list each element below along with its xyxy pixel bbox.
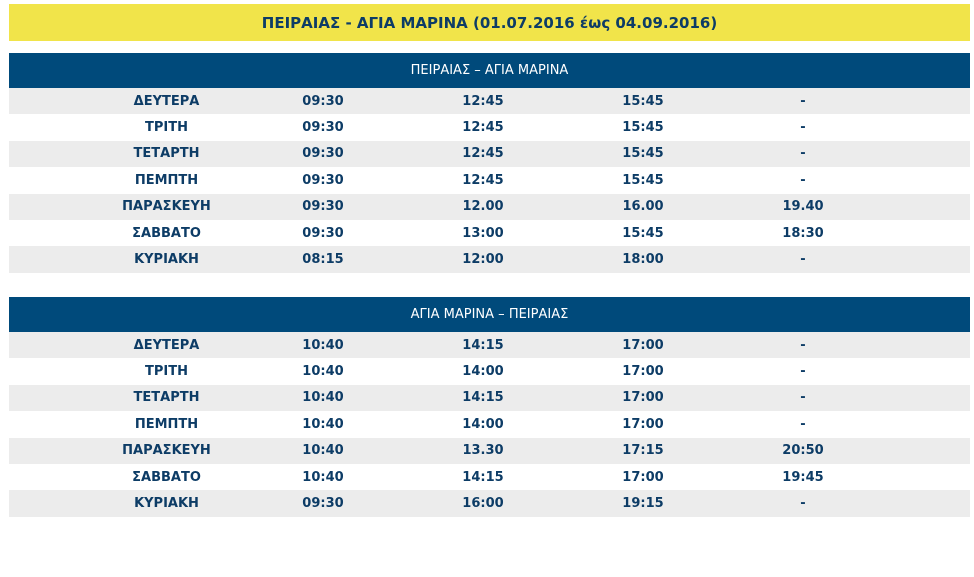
departure-time-3: 17:00 [622,416,664,432]
day-cell: ΤΡΙΤΗ [145,364,188,380]
table-row [9,411,970,437]
departure-time-1: 09:30 [302,120,344,136]
departure-time-2: 14:15 [462,337,504,353]
day-cell: ΠΕΜΠΤΗ [134,172,199,188]
departure-time-3: 18:00 [622,252,664,268]
departure-time-4: - [800,252,806,268]
departure-time-1: 10:40 [302,337,344,353]
departure-time-2: 12:45 [462,146,504,162]
day-cell: ΤΡΙΤΗ [145,120,188,136]
day-cell: ΤΕΤΑΡΤΗ [133,146,200,162]
departure-time-3: 17:00 [622,364,664,380]
table-row [9,385,970,411]
table-row [9,246,970,272]
page-title: ΠΕΙΡΑΙΑΣ - ΑΓΙΑ ΜΑΡΙΝΑ (01.07.2016 έως 04.09.2016) [9,4,970,41]
departure-time-3: 17:00 [622,390,664,406]
day-cell: ΚΥΡΙΑΚΗ [134,496,199,512]
table-row [9,358,970,384]
departure-time-3: 15:45 [622,120,664,136]
departure-time-3: 16.00 [622,199,664,215]
table-row [9,438,970,464]
departure-time-2: 14:15 [462,469,504,485]
schedule-section-outbound [9,53,970,273]
departure-time-2: 12:45 [462,120,504,136]
table-row [9,88,970,114]
departure-time-1: 09:30 [302,199,344,215]
departure-time-4: - [800,416,806,432]
departure-time-4: 19.40 [782,199,824,215]
departure-time-3: 19:15 [622,496,664,512]
day-cell: ΚΥΡΙΑΚΗ [134,252,199,268]
table-row [9,464,970,490]
table-row [9,167,970,193]
departure-time-3: 17:15 [622,443,664,459]
schedule-rows [9,332,970,517]
departure-time-4: - [800,390,806,406]
departure-time-2: 13:00 [462,225,504,241]
table-row [9,332,970,358]
departure-time-4: - [800,146,806,162]
day-cell: ΠΑΡΑΣΚΕΥΗ [122,443,211,459]
departure-time-2: 13.30 [462,443,504,459]
departure-time-1: 09:30 [302,225,344,241]
departure-time-1: 09:30 [302,146,344,162]
day-cell: ΔΕΥΤΕΡΑ [133,93,200,109]
departure-time-2: 12:45 [462,172,504,188]
departure-time-3: 15:45 [622,93,664,109]
day-cell: ΤΕΤΑΡΤΗ [133,390,200,406]
departure-time-1: 10:40 [302,416,344,432]
departure-time-1: 09:30 [302,496,344,512]
table-row [9,490,970,516]
departure-time-4: 18:30 [782,225,824,241]
departure-time-3: 15:45 [622,172,664,188]
day-cell: ΠΕΜΠΤΗ [134,416,199,432]
departure-time-3: 17:00 [622,337,664,353]
departure-time-3: 15:45 [622,146,664,162]
departure-time-4: 19:45 [782,469,824,485]
schedule-rows [9,88,970,273]
departure-time-3: 17:00 [622,469,664,485]
departure-time-2: 14:15 [462,390,504,406]
departure-time-1: 10:40 [302,469,344,485]
departure-time-1: 08:15 [302,252,344,268]
departure-time-2: 12.00 [462,199,504,215]
departure-time-1: 10:40 [302,364,344,380]
departure-time-1: 09:30 [302,93,344,109]
departure-time-2: 12:00 [462,252,504,268]
departure-time-2: 16:00 [462,496,504,512]
day-cell: ΣΑΒΒΑΤΟ [132,225,201,241]
day-cell: ΣΑΒΒΑΤΟ [132,469,201,485]
departure-time-4: - [800,172,806,188]
table-row [9,220,970,246]
departure-time-4: 20:50 [782,443,824,459]
departure-time-3: 15:45 [622,225,664,241]
table-row [9,114,970,140]
section-header: ΠΕΙΡΑΙΑΣ – ΑΓΙΑ ΜΑΡΙΝΑ [9,53,970,88]
departure-time-1: 09:30 [302,172,344,188]
departure-time-4: - [800,364,806,380]
departure-time-1: 10:40 [302,390,344,406]
day-cell: ΔΕΥΤΕΡΑ [133,337,200,353]
departure-time-2: 14:00 [462,416,504,432]
table-row [9,194,970,220]
departure-time-2: 14:00 [462,364,504,380]
departure-time-4: - [800,496,806,512]
day-cell: ΠΑΡΑΣΚΕΥΗ [122,199,211,215]
table-row [9,141,970,167]
departure-time-2: 12:45 [462,93,504,109]
departure-time-4: - [800,337,806,353]
departure-time-4: - [800,93,806,109]
departure-time-1: 10:40 [302,443,344,459]
section-header: ΑΓΙΑ ΜΑΡΙΝΑ – ΠΕΙΡΑΙΑΣ [9,297,970,332]
schedule-section-return [9,297,970,517]
departure-time-4: - [800,120,806,136]
